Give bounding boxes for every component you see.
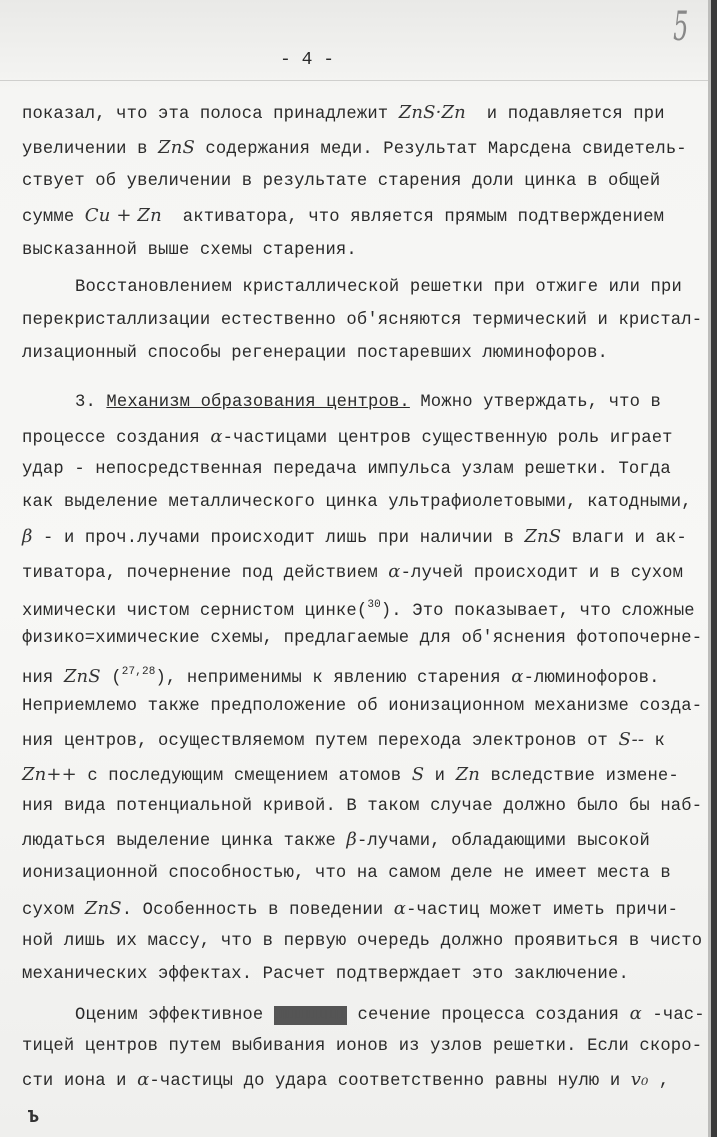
text-segment: тицей центров путем выбивания ионов из узлов решетки. Если скоро- [22, 1037, 703, 1056]
text-segment: и подавляется при [465, 105, 665, 124]
text-line [75, 277, 682, 299]
text-segment: физико=химические схемы, предлагаемые для об'яснения фотопочерне- [22, 629, 703, 648]
text-segment: перекристаллизации естественно об'ясняются термический и кристал- [22, 311, 703, 330]
handwritten-formula: α [210, 426, 223, 447]
text-segment: ионизационной способностью, что на самом деле не имеет места в [22, 864, 671, 883]
text-segment: показал, что эта полоса принадлежит [22, 105, 399, 124]
text-segment: химически чистом сернистом цинке( [22, 602, 368, 621]
text-line [22, 1036, 702, 1058]
text-line [22, 310, 702, 332]
text-segment: -час- [641, 1006, 705, 1025]
text-segment: -лучами, обладающими высокой [356, 832, 650, 851]
handwritten-formula: S-- [618, 729, 645, 750]
text-segment: и [424, 767, 456, 786]
text-segment: -частицами центров существенную роль играет [222, 429, 673, 448]
text-line [22, 137, 687, 161]
reference-superscript: 30 [367, 599, 381, 611]
text-line [22, 240, 357, 262]
text-line [22, 729, 665, 753]
text-segment: - и проч.лучами происходит лишь при наличии в [32, 529, 525, 548]
text-segment: ). Это показывает, что сложные [380, 602, 695, 621]
handwritten-formula: α [629, 1003, 642, 1024]
text-segment: -лучей происходит и в сухом [400, 564, 684, 583]
text-segment: вследствие измене- [480, 767, 679, 786]
text-line [22, 205, 664, 229]
text-line [22, 526, 687, 550]
text-line [22, 764, 679, 788]
text-segment: Оценим эффективное [75, 1006, 274, 1025]
text-line [75, 392, 661, 414]
text-line [22, 343, 608, 365]
text-segment: ), неприменимы к явлению старения [155, 669, 512, 688]
reference-superscript: 27,28 [121, 666, 156, 678]
handwritten-formula: ZnS [63, 666, 101, 687]
text-segment: -люминофоров. [523, 669, 660, 688]
text-line [22, 628, 702, 650]
text-segment: ния центров, осуществляемом путем перехода электронов от [22, 732, 619, 751]
text-line [22, 661, 660, 690]
text-line [22, 796, 702, 818]
text-segment: -частицы до удара соответственно равны нулю и [149, 1072, 631, 1091]
handwritten-formula: α [137, 1069, 150, 1090]
text-segment: ния [22, 669, 64, 688]
text-segment: Восстановлением кристаллической решетки при отжиге или при [75, 278, 682, 297]
text-line [75, 1003, 705, 1027]
text-segment: людаться выделение цинка также [22, 832, 347, 851]
text-segment: -частиц может иметь причи- [406, 901, 679, 920]
text-line [22, 696, 702, 718]
handwritten-formula: Zn [455, 764, 481, 785]
text-line [22, 1069, 669, 1093]
bottom-stamp-mark: Ъ [28, 1108, 39, 1128]
handwritten-formula: α [388, 561, 401, 582]
text-segment: . Особенность в поведении [121, 901, 394, 920]
text-segment: ствует об увеличении в результате старения доли цинка в общей [22, 172, 661, 191]
handwritten-formula: ZnS·Zn [398, 102, 466, 123]
text-segment: увеличении в [22, 140, 159, 159]
text-line [22, 492, 692, 514]
text-segment: с последующим смещением атомов [76, 767, 412, 786]
text-segment: как выделение металлического цинка ультрафиолетовыми, катодными, [22, 493, 692, 512]
struck-out-text: шшшшшшш [273, 1006, 348, 1025]
scan-edge-shadow [708, 0, 711, 1137]
text-segment: активатора, что является прямым подтверждением [161, 208, 665, 227]
handwritten-formula: ZnS [84, 898, 122, 919]
scan-edge [711, 0, 717, 1137]
handwritten-formula: S [411, 764, 425, 785]
text-line [22, 459, 671, 481]
handwritten-page-mark: 5 [673, 4, 689, 50]
handwritten-formula: β [346, 829, 357, 850]
handwritten-formula: Zn++ [22, 764, 77, 785]
page-number: - 4 - [280, 50, 335, 70]
text-line [22, 594, 695, 623]
text-segment: ( [100, 669, 122, 688]
text-segment: к [644, 732, 666, 751]
scan-fold-line [0, 80, 717, 81]
text-segment: процессе создания [22, 429, 211, 448]
text-line [22, 898, 678, 922]
text-line [22, 931, 702, 953]
handwritten-formula: α [393, 898, 407, 919]
text-segment: содержания меди. Результат Марсдена свидетель- [194, 140, 687, 159]
text-segment: сумме [22, 208, 85, 227]
text-segment: лизационный способы регенерации постаревших люминофоров. [22, 344, 608, 363]
handwritten-formula: β [22, 526, 33, 547]
text-segment: ния вида потенциальной кривой. В таком случае должно было бы наб- [22, 797, 703, 816]
text-line [22, 426, 673, 450]
text-segment: 3. [75, 393, 107, 412]
handwritten-formula: Cu + Zn [84, 205, 162, 226]
handwritten-formula: α [511, 666, 524, 687]
text-segment: ной лишь их массу, что в первую очередь должно проявиться в чисто [22, 932, 703, 951]
text-segment: удар - непосредственная передача импульса узлам решетки. Тогда [22, 460, 671, 479]
text-line [22, 964, 629, 986]
handwritten-formula: ZnS [524, 526, 562, 547]
section-heading: Механизм образования центров. [106, 393, 410, 412]
text-segment: Можно утверждать, что в [409, 393, 662, 412]
text-segment: сечение процесса создания [347, 1006, 630, 1025]
text-line [22, 829, 650, 853]
handwritten-formula: v₀ [630, 1069, 649, 1090]
text-segment: влаги и ак- [561, 529, 687, 548]
text-segment: Неприемлемо также предположение об ионизационном механизме созда- [22, 697, 703, 716]
text-segment: , [648, 1072, 670, 1091]
text-line [22, 102, 665, 126]
text-segment: сухом [22, 901, 85, 920]
text-line [22, 171, 660, 193]
text-segment: тиватора, почернение под действием [22, 564, 389, 583]
text-line [22, 561, 683, 585]
text-line [22, 863, 671, 885]
handwritten-formula: ZnS [158, 137, 195, 158]
text-segment: механических эффектах. Расчет подтверждает это заключение. [22, 965, 629, 984]
text-segment: высказанной выше схемы старения. [22, 241, 357, 260]
text-segment: сти иона и [22, 1072, 138, 1091]
